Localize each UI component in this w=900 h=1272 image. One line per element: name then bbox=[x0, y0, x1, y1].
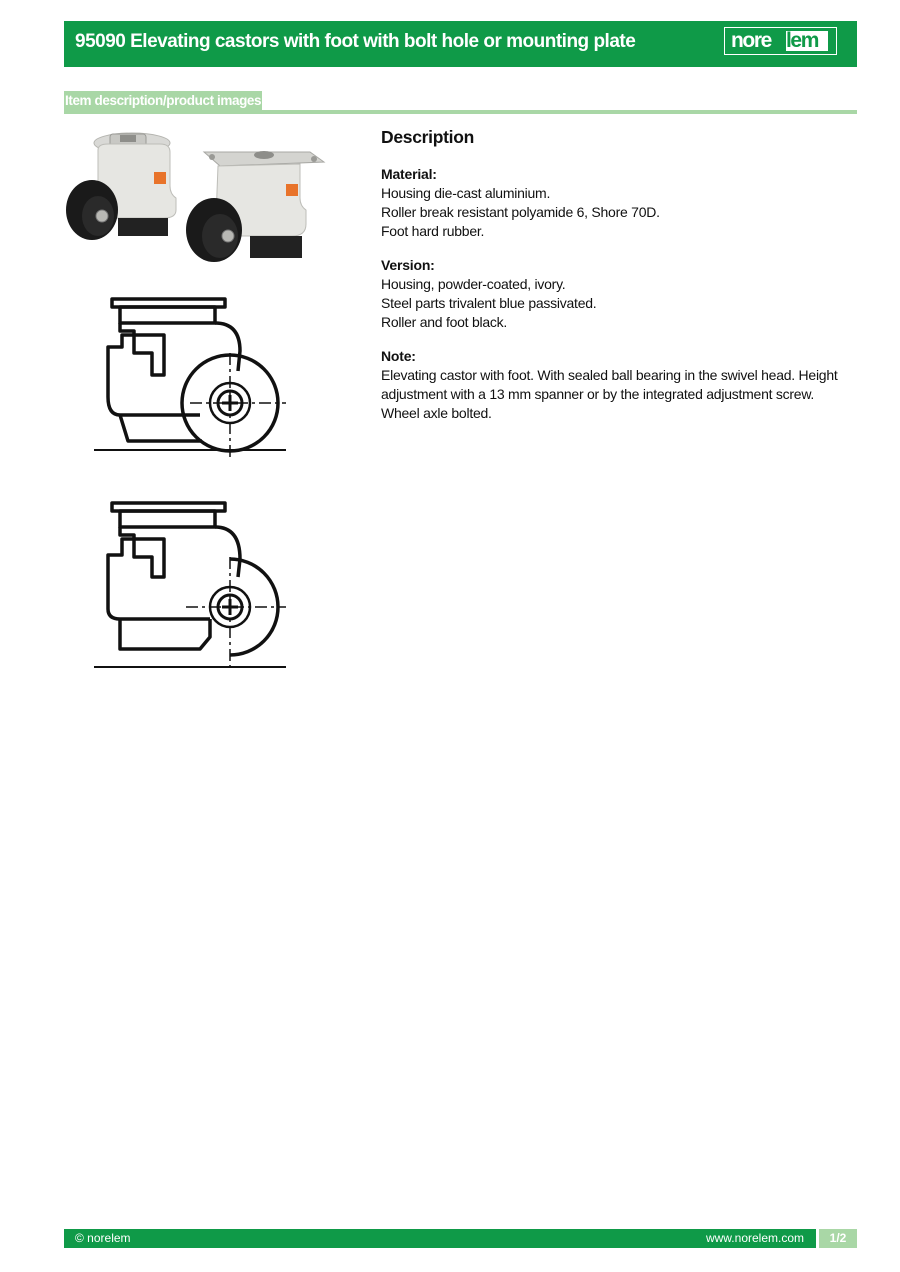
version-heading: Version: bbox=[381, 257, 435, 273]
section-divider bbox=[64, 110, 857, 114]
note-heading: Note: bbox=[381, 348, 416, 364]
technical-drawing-bolt-hole bbox=[90, 497, 290, 671]
note-block bbox=[381, 347, 851, 423]
footer-copyright: © norelem bbox=[75, 1231, 131, 1245]
page-footer bbox=[64, 1229, 857, 1248]
norelem-logo bbox=[724, 27, 837, 55]
material-line: Foot hard rubber. bbox=[381, 223, 485, 239]
page-header bbox=[64, 21, 857, 67]
castor-mounting-plate-photo bbox=[186, 151, 324, 262]
footer-website-link[interactable]: www.norelem.com bbox=[705, 1231, 804, 1245]
logo-text-part-b: lem bbox=[786, 29, 818, 52]
version-line: Housing, powder-coated, ivory. bbox=[381, 276, 566, 292]
description-section bbox=[381, 128, 851, 438]
note-text: Elevating castor with foot. With sealed ball bearing in the swivel head. Height adjustment with a 13 mm spanner or by the integrated adjustment screw. Wheel axle bolted. bbox=[381, 367, 838, 421]
footer-bar bbox=[64, 1229, 816, 1248]
material-line: Housing die-cast aluminium. bbox=[381, 185, 551, 201]
material-heading: Material: bbox=[381, 166, 437, 182]
material-block bbox=[381, 165, 851, 241]
logo-highlight-box bbox=[786, 31, 828, 51]
section-label: Item description/product images bbox=[65, 93, 262, 108]
version-line: Roller and foot black. bbox=[381, 314, 508, 330]
material-line: Roller break resistant polyamide 6, Shore 70D. bbox=[381, 204, 660, 220]
page-title: 95090 Elevating castors with foot with bolt hole or mounting plate bbox=[75, 31, 636, 52]
castor-bolt-hole-photo bbox=[66, 133, 176, 240]
logo-text-part-a: nore bbox=[731, 29, 771, 52]
version-line: Steel parts trivalent blue passivated. bbox=[381, 295, 597, 311]
page-number: 1/2 bbox=[819, 1229, 857, 1248]
technical-drawing-mounting-plate bbox=[90, 293, 290, 459]
product-photo bbox=[64, 126, 326, 268]
version-block bbox=[381, 256, 851, 332]
description-title: Description bbox=[381, 127, 474, 147]
